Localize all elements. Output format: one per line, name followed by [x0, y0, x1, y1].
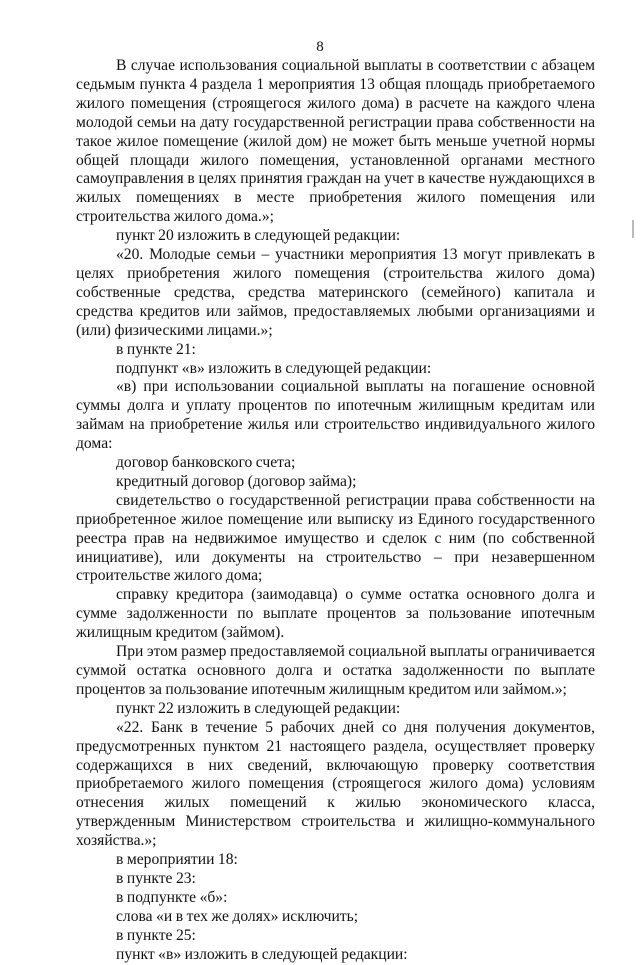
paragraph-subitem-v-heading: подпункт «в» изложить в следующей редакции: — [116, 359, 432, 377]
scan-edge-mark — [632, 220, 634, 238]
paragraph-item-21-heading: в пункте 21: — [116, 340, 196, 358]
paragraph-creditor-statement: справку кредитора (заимодавца) о сумме остатка основного долга и сумме задолженности по выплате процентов за пользование ипотечным жилищным кредитом (займом). — [76, 586, 595, 642]
paragraph-item-22-text: «22. Банк в течение 5 рабочих дней со дня получения документов, предусмотренных пунктом 21 настоящего раздела, осуществляет проверку содержащихся в них сведений, включающую проверку соответствия приобретаемого жилого помещения (строящегося жилого дома) условиям отнесения жилых помещений к жилью экономического класса, утвержденным Министерством строительства и жилищно-коммунального хозяйства.»; — [76, 718, 595, 850]
paragraph-item-23: в пункте 23: — [116, 869, 196, 887]
paragraph-payment-limit: При этом размер предоставляемой социальной выплаты ограничивается суммой остатка основного долга и остатка задолженности по выплате процентов за пользование ипотечным жилищным кредитом или займом.»; — [76, 643, 595, 698]
page-number: 8 — [316, 39, 324, 55]
paragraph-exclude-words: слова «и в тех же долях» исключить; — [116, 907, 359, 925]
paragraph-subitem-v-text: «в) при использовании социальной выплаты на погашение основной суммы долга и уплату процентов по ипотечным жилищным кредитам или займам на приобретение жилья или строительство индивидуального жилого дома: — [76, 378, 595, 453]
document-body — [76, 57, 595, 965]
paragraph-item-v-new-wording: пункт «в» изложить в следующей редакции: — [116, 945, 408, 963]
paragraph-item-22-heading: пункт 22 изложить в следующей редакции: — [116, 699, 401, 717]
paragraph-item-20-heading: пункт 20 изложить в следующей редакции: — [116, 227, 401, 245]
paragraph-ownership-certificate: свидетельство о государственной регистрации права собственности на приобретенное жилое помещение или выписку из Единого государственного реестра прав на недвижимое имущество и сделок с ним (по собственной инициативе), или документы на строительство – при незавершенном строительстве жилого дома; — [76, 491, 595, 585]
paragraph-subitem-b: в подпункте «б»: — [116, 888, 228, 906]
paragraph-item-20-text: «20. Молодые семьи – участники мероприятия 13 могут привлекать в целях приобретения жилого помещения (строительства жилого дома) собственные средства, средства материнского (семейного) капитала и средства кредитов или займов, предоставляемых любыми организациями и (или) физическими лицами.»; — [76, 246, 595, 339]
paragraph-bank-account-contract: договор банковского счета; — [116, 454, 296, 472]
paragraph-social-payment-area: В случае использования социальной выплаты в соответствии с абзацем седьмым пункта 4 раздела 1 мероприятия 13 общая площадь приобретаемого жилого помещения (строящегося жилого дома) в расчете на каждого члена молодой семьи на дату государственной регистрации права собственности на такое жилое помещение (жилой дом) не может быть меньше учетной нормы общей площади жилого помещения, установленной органами местного самоуправления в целях принятия граждан на учет в качестве нуждающихся в жилых помещениях в месте приобретения жилого помещения или строительства жилого дома.»; — [76, 57, 595, 226]
paragraph-item-25: в пункте 25: — [116, 926, 196, 944]
paragraph-credit-contract: кредитный договор (договор займа); — [116, 472, 357, 490]
paragraph-measure-18: в мероприятии 18: — [116, 851, 238, 869]
